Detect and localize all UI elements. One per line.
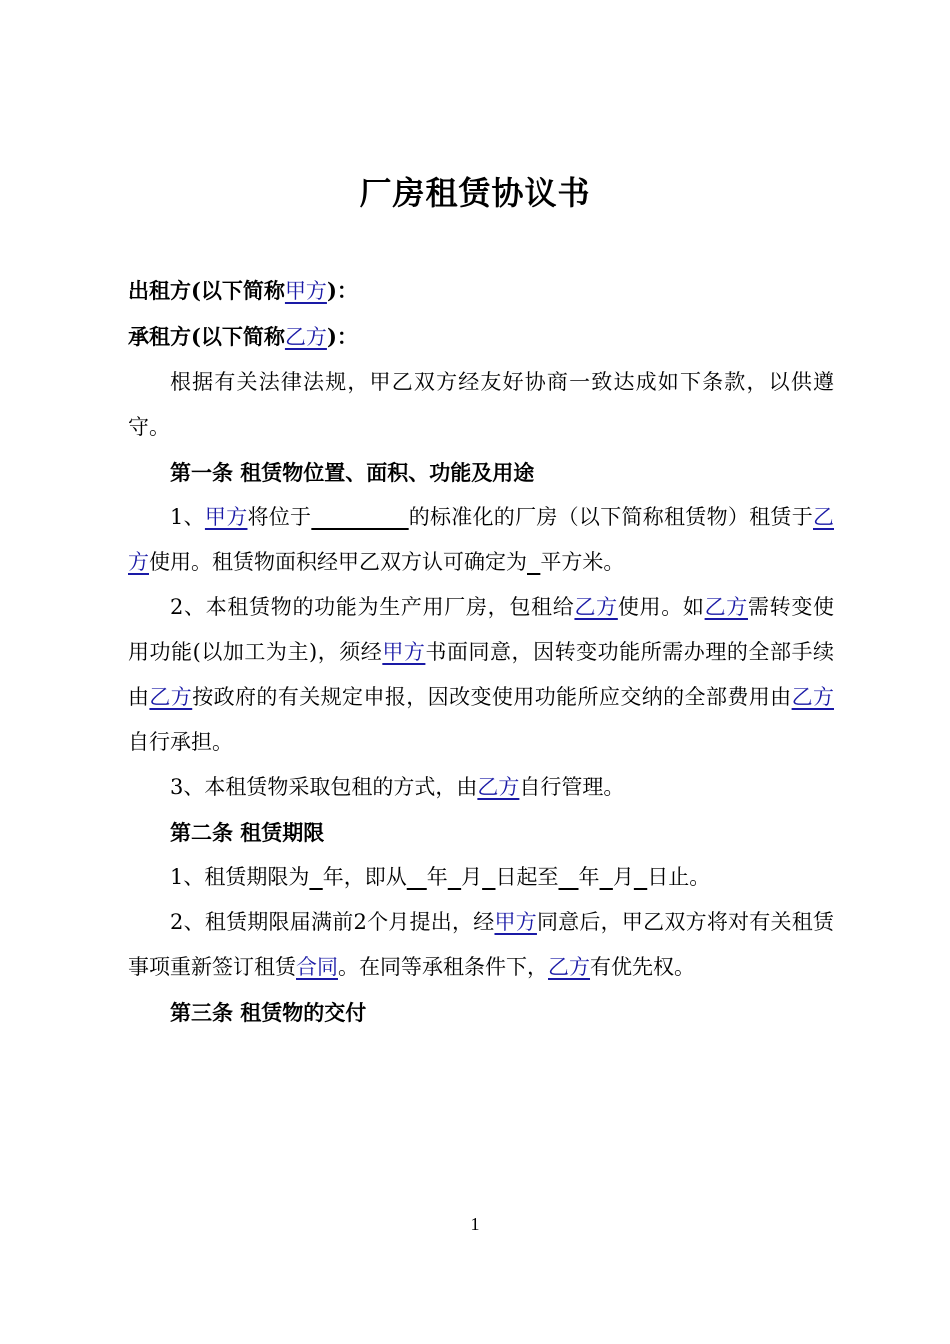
page-number: 1 <box>470 1214 480 1234</box>
party-link[interactable]: 甲方 <box>494 910 537 934</box>
party-b-link[interactable]: 乙方 <box>284 325 327 349</box>
party-a-link[interactable]: 甲方 <box>284 279 327 303</box>
clause-text: 1、 <box>170 505 205 529</box>
fill-blank <box>448 865 461 889</box>
clause-paragraph <box>128 900 834 990</box>
clause-text: 使用。租赁物面积经甲乙双方认可确定为 <box>149 550 527 574</box>
clause-text: 的标准化的厂房（以下简称租赁物）租赁于 <box>408 505 813 529</box>
clause-text: 按政府的有关规定申报，因改变使用功能所应交纳的全部费用由 <box>192 685 792 709</box>
clause-text: 有优先权。 <box>590 955 695 979</box>
party-link[interactable]: 乙方 <box>791 685 834 709</box>
clause-text: 同意后，甲乙双方将对有关租赁事项重新签订租赁 <box>128 910 834 979</box>
party-link[interactable]: 乙方 <box>704 595 748 619</box>
fill-blank <box>309 865 322 889</box>
clause-text: 3、本租赁物采取包租的方式，由 <box>170 775 478 799</box>
fill-blank <box>311 505 408 529</box>
clause-text: 月 <box>612 865 634 889</box>
clause-text: 日止。 <box>647 865 711 889</box>
clause-text: 1、租赁期限为 <box>170 865 310 889</box>
article-heading: 第二条 租赁期限 <box>170 820 325 845</box>
clause-text: 年，即从 <box>322 865 407 889</box>
lessor-line <box>128 268 834 314</box>
clause-text: 月 <box>461 865 483 889</box>
article-heading: 第三条 租赁物的交付 <box>170 1000 367 1025</box>
clause-text: 。在同等承租条件下， <box>338 955 548 979</box>
lessee-prefix: 承租方(以下简称 <box>128 324 285 349</box>
document-title: 厂房租赁协议书 <box>359 174 591 212</box>
party-link[interactable]: 乙方 <box>477 775 520 799</box>
fill-blank <box>600 865 613 889</box>
clause-text: 将位于 <box>247 505 312 529</box>
clause-text: 使用。如 <box>617 595 705 619</box>
document-body <box>128 268 834 1035</box>
party-link[interactable]: 甲方 <box>204 505 248 529</box>
clause-text: 书面同意，因转变功能所需办理的全部手续由 <box>128 640 835 709</box>
fill-blank <box>407 865 427 889</box>
party-link[interactable]: 乙方 <box>128 505 834 574</box>
clause-paragraph <box>128 495 834 585</box>
clause-paragraph <box>128 855 834 900</box>
clause-text: 2、本租赁物的功能为生产用厂房，包租给 <box>170 595 575 619</box>
party-link[interactable]: 合同 <box>296 955 338 979</box>
intro-paragraph: 根据有关法律法规，甲乙双方经友好协商一致达成如下条款，以供遵守。 <box>128 370 834 439</box>
fill-blank <box>558 865 578 889</box>
fill-blank <box>634 865 647 889</box>
clause-text: 日起至 <box>495 865 559 889</box>
lessee-line <box>128 314 834 360</box>
lessee-suffix: )： <box>326 324 358 349</box>
clause-text: 平方米。 <box>540 550 625 574</box>
party-link[interactable]: 乙方 <box>548 955 590 979</box>
clause-text: 自行管理。 <box>519 775 625 799</box>
party-link[interactable]: 乙方 <box>149 685 193 709</box>
articles-container <box>128 450 834 1035</box>
clause-text: 需转变使用功能(以加工为主)，须经 <box>128 595 835 664</box>
fill-blank <box>527 550 540 574</box>
article-heading: 第一条 租赁物位置、面积、功能及用途 <box>170 460 535 485</box>
lessor-suffix: )： <box>326 278 358 303</box>
clause-text: 自行承担。 <box>128 730 233 754</box>
clause-text: 2、租赁期限届满前2个月提出，经 <box>170 910 495 934</box>
clause-text: 年 <box>426 865 448 889</box>
lessor-prefix: 出租方(以下简称 <box>128 278 285 303</box>
party-link[interactable]: 甲方 <box>382 640 426 664</box>
fill-blank <box>482 865 495 889</box>
clause-paragraph <box>128 765 834 810</box>
clause-paragraph <box>128 585 834 765</box>
party-link[interactable]: 乙方 <box>574 595 618 619</box>
clause-text: 年 <box>578 865 600 889</box>
